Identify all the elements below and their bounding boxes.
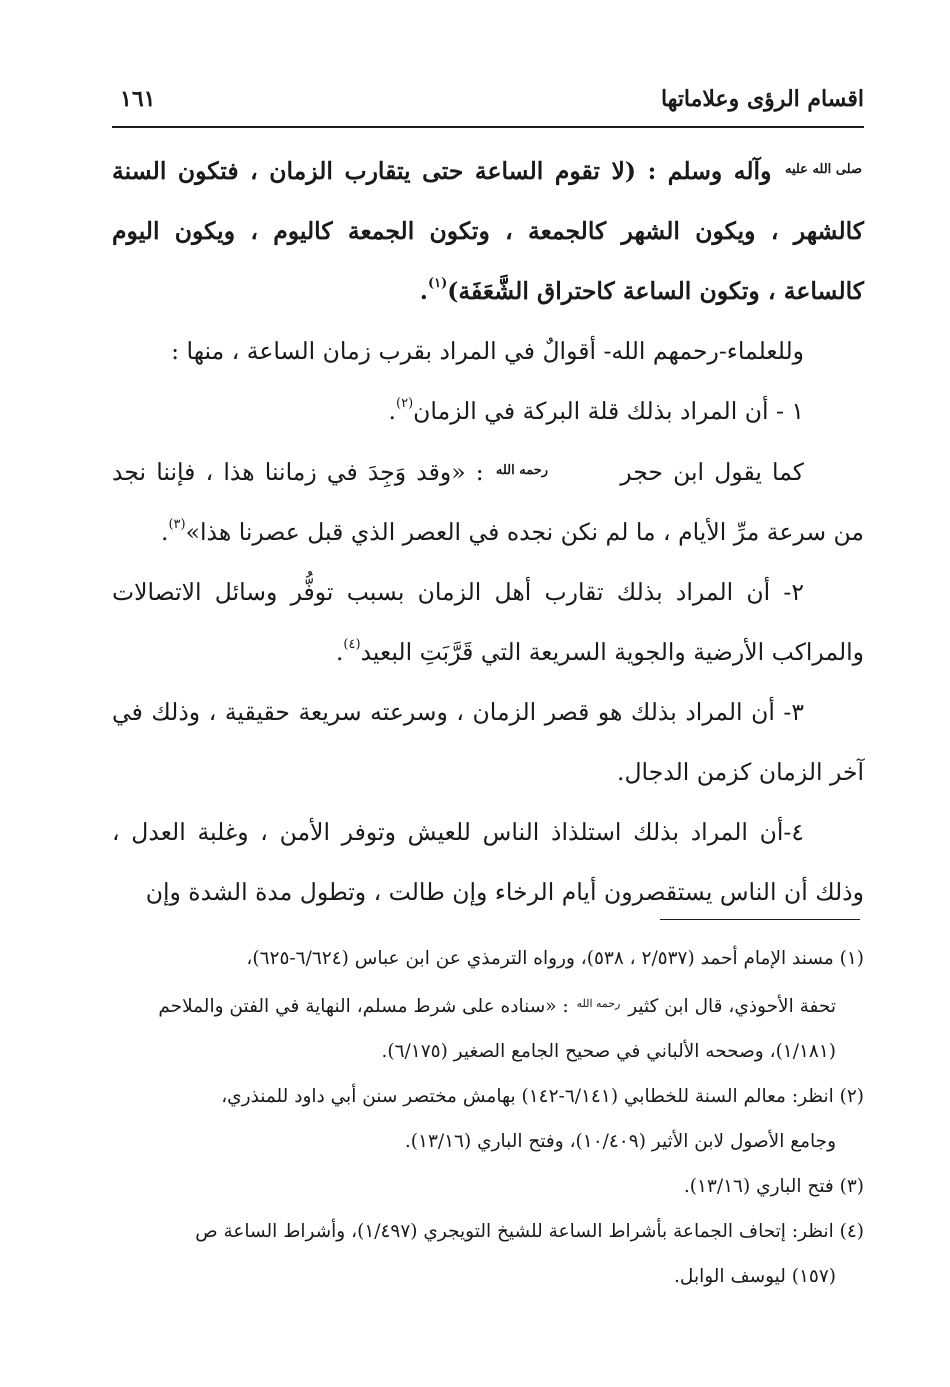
page-number: ١٦١ [120, 86, 156, 112]
chapter-title: اقسام الرؤى وعلاماتها [660, 86, 864, 112]
footnote-1-quote: : «سناده على شرط مسلم، النهاية في الفتن والملاحم [158, 996, 569, 1017]
ibn-hajar-lead: كما يقول ابن حجر [620, 458, 804, 486]
footnote-1-line-1: (١) مسند الإمام أحمد (٢/٥٣٧ ، ٥٣٨)، ورواه الترمذي عن ابن عباس (٦/٦٢٤-٦٢٥)، [246, 948, 864, 969]
footnote-1-line-3: (١/١٨١)، وصححه الألباني في صحيح الجامع الصغير (٦/١٧٥). [381, 1041, 836, 1062]
hadith-text: (لا تقوم الساعة حتى يتقارب الزمان ، فتكون السنة كالشهر ، ويكون الشهر كالجمعة ، وتكون الجمعة كاليوم ، ويكون اليوم كالساعة ، وتكون الساعة كاحتراق الشَّعَفَة) [112, 157, 864, 305]
footnote-1-line-2 [112, 981, 864, 1029]
rahimahu-honorific-icon: رحمه الله [495, 463, 549, 478]
paragraph-opinions-intro: وللعلماء-رحمهم الله- أقوالٌ في المراد بقرب زمان الساعة ، منها : [171, 337, 804, 365]
hadith-end: . [419, 277, 428, 305]
footnote-4-line-1: (٤) انظر: إتحاف الجماعة بأشراط الساعة للشيخ التويجري (١/٤٩٧)، وأشراط الساعة ص [195, 1221, 864, 1242]
opinion-1-text: ١ - أن المراد بذلك قلة البركة في الزمان [413, 397, 804, 425]
footnote-4-line-2: (١٥٧) ليوسف الوابل. [674, 1266, 836, 1287]
rahimahu-footnote-icon: رحمه الله [576, 997, 621, 1010]
footnote-2-line-1: (٢) انظر: معالم السنة للخطابي (٦/١٤١-١٤٢) بهامش مختصر سنن أبي داود للمنذري، [221, 1086, 864, 1107]
running-header [112, 84, 864, 124]
footnote-ref-3[interactable]: (٣) [168, 517, 186, 532]
main-text [112, 140, 864, 922]
opinion-2-end: . [335, 638, 344, 666]
footnotes [112, 936, 864, 1299]
footnote-divider [660, 919, 860, 920]
header-divider [112, 126, 864, 128]
footnote-1-lead: تحفة الأحوذي، قال ابن كثير [628, 996, 836, 1017]
paragraph-opinion-4: ٤-أن المراد بذلك استلذاذ الناس للعيش وتوفر الأمن ، وغلبة العدل ، وذلك أن الناس يستقصرون أيام الرخاء وإن طالت ، وتطول مدة الشدة وإن [112, 818, 864, 906]
paragraph-opinion-1 [112, 381, 864, 441]
paragraph-hadith [112, 140, 864, 321]
footnote-ref-1[interactable]: (١) [427, 276, 448, 291]
opinion-2-text: ٢- أن المراد بذلك تقارب أهل الزمان بسبب توفُّر وسائل الاتصالات والمراكب الأرضية والجوية السريعة التي قَرَّبَتِ البعيد [112, 578, 864, 666]
opinion-1-end: . [388, 397, 397, 425]
paragraph-ibn-hajar [112, 441, 864, 562]
footnote-3: (٣) فتح الباري (١٣/١٦). [683, 1176, 864, 1197]
salla-honorific-icon: صلى الله عليه [784, 162, 862, 177]
footnote-ref-4[interactable]: (٤) [343, 637, 361, 652]
footnote-2-line-2: وجامع الأصول لابن الأثير (١٠/٤٠٩)، وفتح الباري (١٣/١٦). [404, 1131, 836, 1152]
hadith-intro: وآله وسلم : [636, 157, 772, 185]
ibn-hajar-end: . [160, 518, 169, 546]
paragraph-opinion-2 [112, 562, 864, 682]
paragraph-opinion-3: ٣- أن المراد بذلك هو قصر الزمان ، وسرعته سريعة حقيقية ، وذلك في آخر الزمان كزمن الدجال. [112, 698, 864, 786]
ibn-hajar-quote: : «وقد وَجِدَ في زماننا هذا ، فإننا نجد من سرعة مرِّ الأيام ، ما لم نكن نجده في العصر الذي قبل عصرنا هذا» [112, 458, 864, 546]
footnote-ref-2[interactable]: (٢) [396, 396, 414, 411]
